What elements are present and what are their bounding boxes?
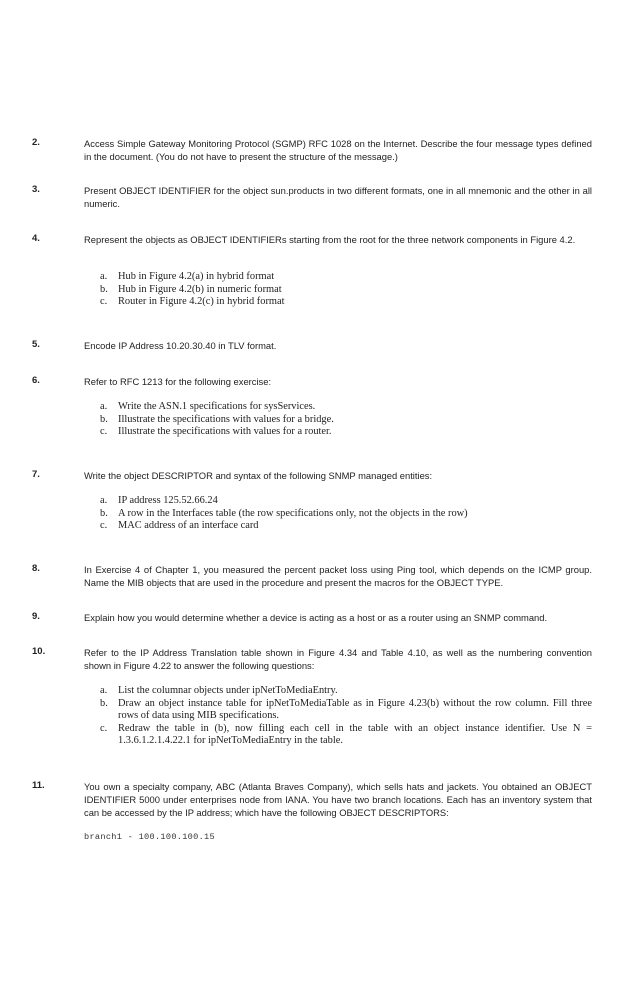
sub-item-label: a. — [100, 401, 108, 412]
sub-item-label: c. — [100, 426, 108, 437]
sub-item-list — [100, 401, 592, 439]
exercise-number: 5. — [32, 339, 40, 350]
exercise-number: 7. — [32, 469, 40, 480]
sub-item — [100, 698, 592, 723]
sub-item-list — [100, 495, 592, 533]
sub-item-text: List the columnar objects under ipNetToMediaEntry. — [118, 685, 338, 696]
exercise-text: Write the object DESCRIPTOR and syntax of the following SNMP managed entities: — [84, 470, 433, 481]
sub-item — [100, 296, 592, 309]
sub-item-label: b. — [100, 507, 108, 519]
sub-item — [100, 414, 592, 427]
sub-item-label: b. — [100, 283, 108, 295]
exercise-text: Represent the objects as OBJECT IDENTIFIERs starting from the root for the three network components in Figure 4.2. — [84, 234, 576, 245]
sub-item-list — [100, 685, 592, 748]
exercise-text: Present OBJECT IDENTIFIER for the object sun.products in two different formats, one in all mnemonic and the other in all numeric. — [84, 185, 592, 209]
sub-item-label: a. — [100, 495, 108, 506]
sub-item-label: a. — [100, 685, 108, 696]
exercise-number: 6. — [32, 375, 40, 386]
exercise-number: 11. — [32, 780, 45, 791]
sub-item-text: Hub in Figure 4.2(a) in hybrid format — [118, 271, 275, 282]
sub-item-text: Hub in Figure 4.2(b) in numeric format — [118, 283, 282, 295]
sub-item-label: b. — [100, 413, 108, 425]
sub-item — [100, 685, 592, 698]
exercise-number: 9. — [32, 611, 40, 622]
sub-item-text: Router in Figure 4.2(c) in hybrid format — [118, 296, 285, 307]
sub-item-text: MAC address of an interface card — [118, 520, 259, 531]
sub-item-label: c. — [100, 520, 108, 531]
sub-item-text: A row in the Interfaces table (the row specifications only, not the objects in the row) — [118, 507, 468, 519]
exercise-text: Access Simple Gateway Monitoring Protocol (SGMP) RFC 1028 on the Internet. Describe the four message types defined in the document. (You do not have to present the structure of the message.) — [84, 138, 592, 162]
sub-item-label: c. — [100, 296, 108, 307]
exercise-number: 4. — [32, 233, 40, 244]
sub-item-text: Illustrate the specifications with values for a bridge. — [118, 413, 334, 425]
sub-item — [100, 495, 592, 508]
exercise-text: In Exercise 4 of Chapter 1, you measured the percent packet loss using Ping tool, which depends on the ICMP group. Name the MIB objects that are used in the procedure and present the macros for the OBJECT TYPE. — [84, 564, 592, 588]
sub-item-label: a. — [100, 271, 108, 282]
exercise-number: 10. — [32, 646, 46, 657]
sub-item-list — [100, 271, 592, 309]
exercise-text: Encode IP Address 10.20.30.40 in TLV format. — [84, 340, 277, 351]
sub-item-label: b. — [100, 697, 108, 709]
exercise-text: You own a specialty company, ABC (Atlanta Braves Company), which sells hats and jackets. You obtained an OBJECT IDENTIFIER 5000 under enterprises node from IANA. You have two branch locations. Each has an inventory system that can be accessed by the IP address; which have the following OBJECT DESCRIPTORS: — [84, 781, 592, 818]
code-line: branch1 - 100.100.100.15 — [84, 832, 215, 842]
exercise-number: 8. — [32, 563, 40, 574]
sub-item — [100, 401, 592, 414]
exercise-text: Explain how you would determine whether a device is acting as a host or as a router using an SNMP command. — [84, 612, 548, 623]
sub-item — [100, 723, 592, 748]
sub-item-text: Draw an object instance table for ipNetToMediaTable as in Figure 4.23(b) without the row column. Fill three rows of data using MIB specifications. — [118, 697, 592, 721]
exercise-text: Refer to RFC 1213 for the following exercise: — [84, 376, 272, 387]
sub-item-text: IP address 125.52.66.24 — [118, 495, 218, 506]
sub-item — [100, 271, 592, 284]
sub-item — [100, 426, 592, 439]
sub-item — [100, 284, 592, 297]
sub-item-text: Redraw the table in (b), now filling each cell in the table with an object instance identifier. Use N = 1.3.6.1.2.1.4.22.1 for ipNetToMediaEntry in the table. — [118, 722, 592, 746]
sub-item-label: c. — [100, 722, 108, 734]
sub-item — [100, 508, 592, 521]
exercise-number: 3. — [32, 184, 40, 195]
exercise-text: Refer to the IP Address Translation table shown in Figure 4.34 and Table 4.10, as well as the numbering convention shown in Figure 4.22 to answer the following questions: — [84, 647, 592, 671]
sub-item-text: Write the ASN.1 specifications for sysServices. — [118, 401, 316, 412]
sub-item — [100, 520, 592, 533]
sub-item-text: Illustrate the specifications with values for a router. — [118, 426, 332, 437]
exercise-number: 2. — [32, 137, 40, 148]
